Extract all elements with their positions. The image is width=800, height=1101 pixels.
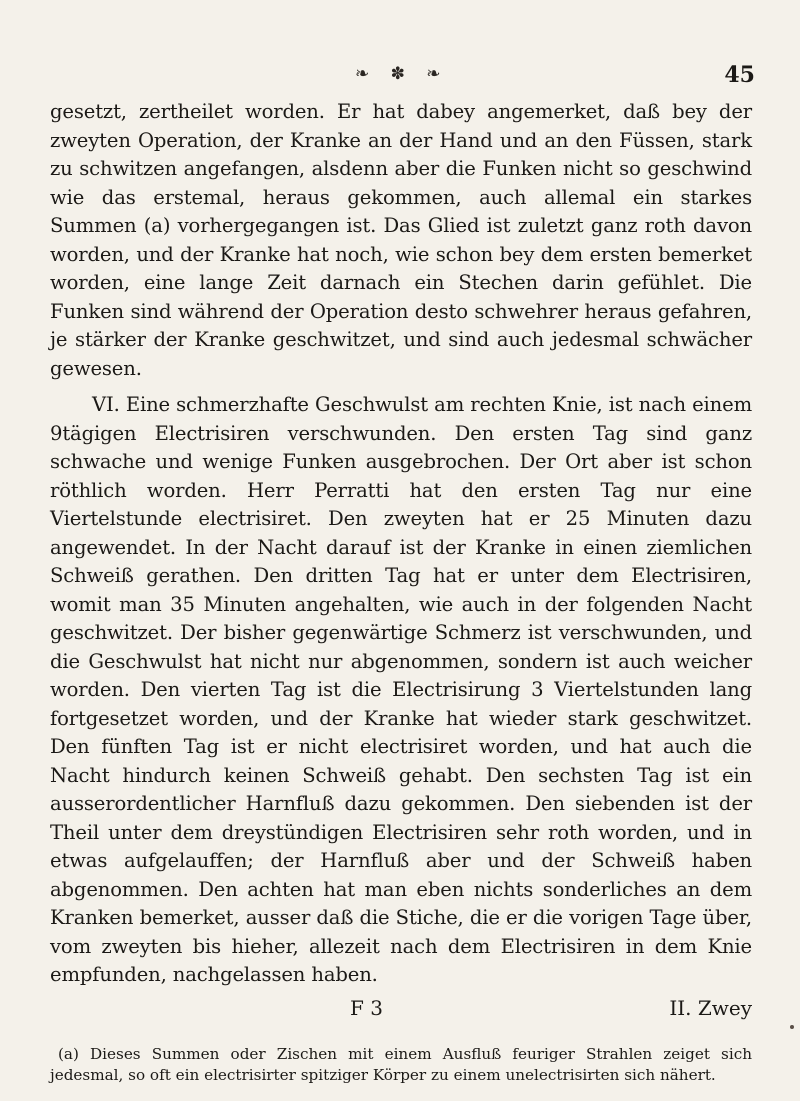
paragraph-section-vi: VI. Eine schmerzhafte Geschwulst am rechten Knie, ist nach einem 9tägigen Electrisiren verschwunden. Den ersten Tag sind ganz schwache und wenige Funken ausgebrochen. Der Ort aber ist schon röthlich worden. Herr Perratti hat den ersten Tag nur eine Viertelstunde electrisiret. Den zweyten hat er 25 Minuten dazu angewendet. In der Nacht darauf ist der Kranke in einen ziemlichen Schweiß gerathen. Den dritten Tag hat er unter dem Electrisiren, womit man 35 Minuten angehalten, wie auch in der folgenden Nacht geschwitzet. Der bisher gegenwärtige Schmerz ist verschwunden, und die Geschwulst hat nicht nur abgenommen, sondern ist auch weicher worden. Den vierten Tag ist die Electrisirung 3 Viertelstunden lang fortgesetzet worden, und der Kranke hat wieder stark geschwitzet. Den fünften Tag ist er nicht electrisiret worden, und hat auch die Nacht hindurch keinen Schweiß gehabt. Den sechsten Tag ist ein ausserordentlicher Harnfluß dazu gekommen. Den siebenden ist der Theil unter dem dreystündigen Electrisiren sehr roth worden, und in etwas aufgelauffen; der Harnfluß aber und der Schweiß haben abgenommen. Den achten hat man eben nichts sonderliches an dem Kranken bemerket, ausser daß die Stiche, die er die vorigen Tage über, vom zweyten bis hieher, allezeit nach dem Electrisiren in dem Knie empfunden, nachgelassen haben. [50, 393, 752, 986]
signature-line [50, 996, 752, 1026]
footnote: (a) Dieses Summen oder Zischen mit einem Ausfluß feuriger Strahlen zeiget sich jedesmal, so oft ein electrisirter spitziger Körper zu einem unelectrisirten sich nähert. [50, 1044, 752, 1084]
main-text [50, 98, 752, 990]
header-ornament: ❧ ✽ ❧ [355, 64, 449, 84]
page-number: 45 [724, 62, 755, 88]
page-header [0, 62, 800, 90]
catchword: II. Zwey [669, 995, 752, 1020]
ink-speck [790, 1025, 794, 1029]
paragraph-continuation: gesetzt, zertheilet worden. Er hat dabey angemerket, daß bey der zweyten Operation, der Kranke an der Hand und an den Füssen, stark zu schwitzen angefangen, alsdenn aber die Funken nicht so geschwind wie das erstemal, heraus gekommen, auch allemal ein starkes Summen (a) vorhergegangen ist. Das Glied ist zuletzt ganz roth davon worden, und der Kranke hat noch, wie schon bey dem ersten bemerket worden, eine lange Zeit darnach ein Stechen darin gefühlet. Die Funken sind während der Operation desto schwehrer heraus gefahren, je stärker der Kranke geschwitzet, und sind auch jedesmal schwächer gewesen. [50, 100, 752, 380]
printer-signature: F 3 [350, 995, 383, 1020]
